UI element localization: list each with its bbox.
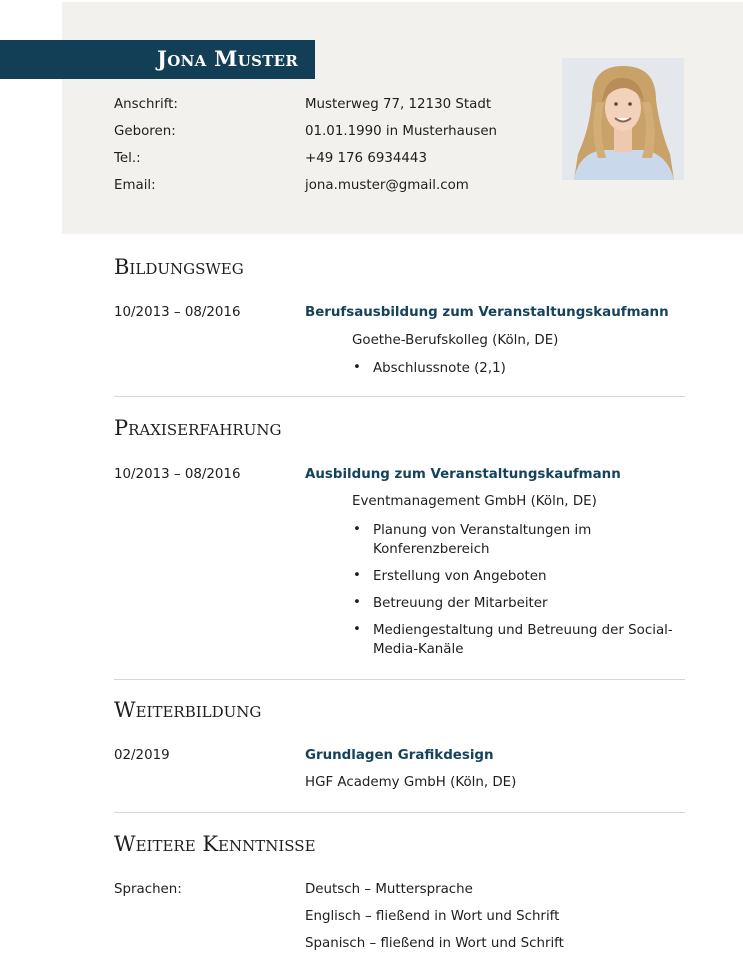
section-title-kenntnisse: Weitere Kenntnisse: [114, 832, 316, 856]
experience-bullet: Planung von Veranstaltungen im Konferenzbereich: [373, 523, 592, 557]
bullet-icon: •: [353, 595, 361, 610]
language-item: Deutsch – Muttersprache: [305, 882, 473, 897]
experience-company: Eventmanagement GmbH (Köln, DE): [352, 494, 597, 509]
section-divider: [114, 679, 685, 680]
education-bullet: Abschlussnote (2,1): [373, 361, 506, 376]
language-item: Englisch – fließend in Wort und Schrift: [305, 909, 560, 924]
experience-bullet: Erstellung von Angeboten: [373, 569, 547, 584]
profile-photo-portrait: [562, 58, 684, 180]
experience-date: 10/2013 – 08/2016: [114, 467, 241, 482]
education-institution: Goethe-Berufskolleg (Köln, DE): [352, 333, 559, 348]
section-divider: [114, 396, 685, 397]
experience-bullet: Betreuung der Mitarbeiter: [373, 596, 548, 611]
address-label: Anschrift:: [114, 97, 178, 112]
language-item: Spanisch – fließend in Wort und Schrift: [305, 936, 564, 951]
email-label: Email:: [114, 178, 156, 193]
address-value: Musterweg 77, 12130 Stadt: [305, 97, 492, 112]
section-title-bildungsweg: Bildungsweg: [114, 255, 244, 279]
education-title: Berufsausbildung zum Veranstaltungskaufmann: [305, 305, 669, 320]
section-divider: [114, 812, 685, 813]
languages-label: Sprachen:: [114, 882, 182, 897]
section-title-weiterbildung: Weiterbildung: [114, 698, 262, 722]
experience-bullet: Mediengestaltung und Betreuung der Social-Media-Kanäle: [373, 623, 673, 657]
bullet-icon: •: [353, 568, 361, 583]
profile-photo: [562, 58, 684, 180]
training-date: 02/2019: [114, 748, 170, 763]
email-value[interactable]: jona.muster@gmail.com: [305, 178, 469, 193]
birth-label: Geboren:: [114, 124, 176, 139]
training-title: Grundlagen Grafikdesign: [305, 748, 494, 763]
bullet-icon: •: [353, 622, 361, 637]
section-title-praxiserfahrung: Praxiserfahrung: [114, 416, 282, 440]
education-date: 10/2013 – 08/2016: [114, 305, 241, 320]
candidate-name: Jona Muster: [157, 46, 299, 71]
training-institution: HGF Academy GmbH (Köln, DE): [305, 775, 517, 790]
phone-label: Tel.:: [114, 151, 141, 166]
bullet-icon: •: [353, 522, 361, 537]
birth-value: 01.01.1990 in Musterhausen: [305, 124, 498, 139]
phone-value: +49 176 6934443: [305, 151, 427, 166]
experience-title: Ausbildung zum Veranstaltungskaufmann: [305, 467, 621, 482]
bullet-icon: •: [353, 360, 361, 375]
